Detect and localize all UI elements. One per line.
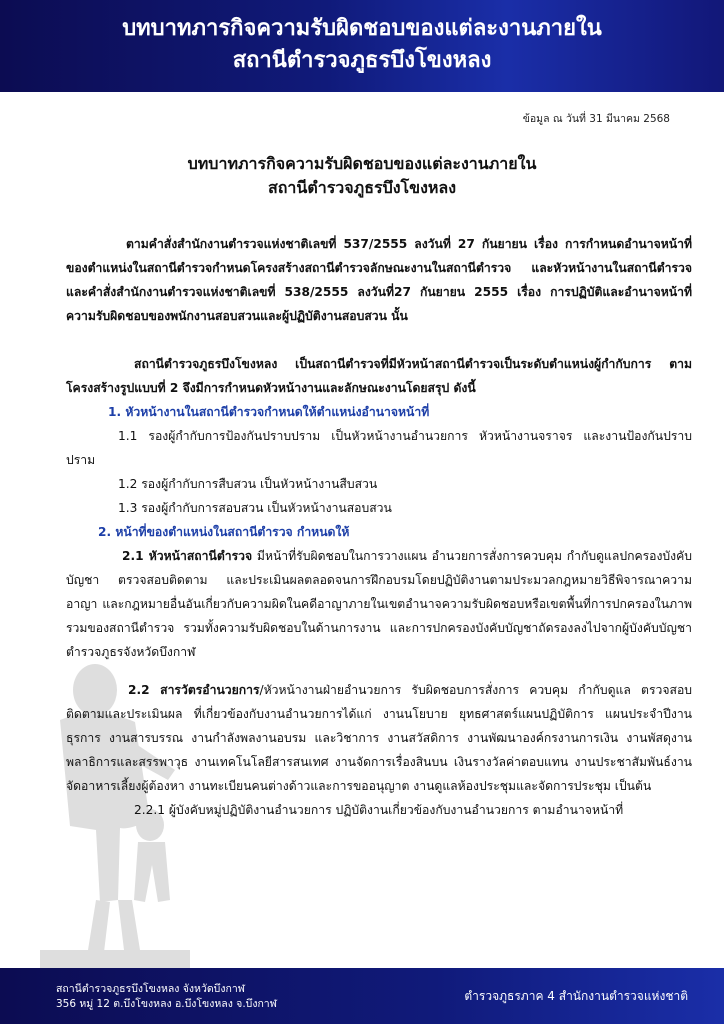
document-title-line1: บทบาทภารกิจความรับผิดชอบของแต่ละงานภายใน — [187, 154, 537, 173]
item-1-2: 1.2 รองผู้กำกับการสืบสวน เป็นหัวหน้างานสืบสวน — [118, 477, 378, 491]
footer-address-line: 356 หมู่ 12 ต.บึงโขงหลง อ.บึงโขงหลง จ.บึงกาฬ — [56, 998, 277, 1010]
heading-2: 2. หน้าที่ของตำแหน่งในสถานีตำรวจ กำหนดให้ — [98, 525, 350, 539]
footer-address — [56, 982, 277, 1012]
header-title-line2: สถานีตำรวจภูธรบึงโขงหลง — [232, 48, 492, 73]
item-2-1 — [66, 544, 692, 664]
header-title-line1: บทบาทภารกิจความรับผิดชอบของแต่ละงานภายใน — [122, 16, 602, 41]
item-2-1-label: 2.1 หัวหน้าสถานีตำรวจ — [122, 549, 253, 563]
document-body — [66, 232, 692, 822]
item-2-1-text: มีหน้าที่รับผิดชอบในการวางแผน อำนวยการสั่งการควบคุม กำกับดูแลปกครองบังคับบัญชา ตรวจสอบติดตาม และประเมินผลตลอดจนการฝึกอบรมโดยปฏิบัติงานตามประมวลกฎหมายวิธีพิจารณาความอาญา และกฎหมายอื่นอันเกี่ยวกับความผิดในคดีอาญาภายในเขตอำนาจความรับผิดชอบหรือเขตพื้นที่การปกครองในภาพรวมของสถานีตำรวจ รวมทั้งความรับผิดชอบในด้านการงาน และการปกครองบังคับบัญชาถัดรองลงไปจากผู้บังคับบัญชาตำรวจภูธรจังหวัดบึงกาฬ — [66, 549, 692, 659]
item-2-2-1: 2.2.1 ผู้บังคับหมู่ปฏิบัติงานอำนวยการ ปฏิบัติงานเกี่ยวข้องกับงานอำนวยการ ตามอำนาจหน้าที่ — [134, 803, 624, 817]
item-2-2 — [66, 678, 692, 798]
document-title-line2: สถานีตำรวจภูธรบึงโขงหลง — [267, 178, 457, 197]
item-1-1: 1.1 รองผู้กำกับการป้องกันปราบปราม เป็นหัวหน้างานอำนวยการ หัวหน้างานจราจร และงานป้องกันปราบปราม — [66, 429, 692, 467]
heading-1: 1. หัวหน้างานในสถานีตำรวจกำหนดให้ตำแหน่งอำนาจหน้าที่ — [108, 405, 430, 419]
item-1-3: 1.3 รองผู้กำกับการสอบสวน เป็นหัวหน้างานสอบสวน — [118, 501, 392, 515]
intro-paragraph: ตามคำสั่งสำนักงานตำรวจแห่งชาติเลขที่ 537/2555 ลงวันที่ 27 กันยายน เรื่อง การกำหนดอำนาจหน้าที่ของตำแหน่งในสถานีตำรวจกำหนดโครงสร้างสถานีตำรวจลักษณะงานในสถานีตำรวจ และหัวหน้างานในสถานีตำรวจ และคำสั่งสำนักงานตำรวจแห่งชาติเลขที่ 538/2555 ลงวันที่27 กันยายน 2555 เรื่อง การปฏิบัติและอำนาจหน้าที่ความรับผิดชอบของพนักงานสอบสวนและผู้ปฏิบัติงานสอบสวน นั้น — [66, 237, 692, 323]
footer-bar — [0, 968, 724, 1024]
item-2-2-label: 2.2 สารวัตรอำนวยการ — [128, 683, 260, 697]
date-note: ข้อมูล ณ วันที่ 31 มีนาคม 2568 — [522, 113, 670, 125]
header-banner — [0, 0, 724, 92]
station-paragraph: สถานีตำรวจภูธรบึงโขงหลง เป็นสถานีตำรวจที่มีหัวหน้าสถานีตำรวจเป็นระดับตำแหน่งผู้กำกับการ ตามโครงสร้างรูปแบบที่ 2 จึงมีการกำหนดหัวหน้างานและลักษณะงานโดยสรุป ดังนี้ — [66, 357, 692, 395]
item-2-2-text: /หัวหน้างานฝ่ายอำนวยการ รับผิดชอบการสั่งการ ควบคุม กำกับดูแล ตรวจสอบติดตามและประเมินผล ที่เกี่ยวข้องกับงานอำนวยการได้แก่ งานนโยบาย ยุทธศาสตร์แผนปฏิบัติการ แผนประจำปีงานธุรการ งานสารบรรณ งานกำลังพลงานอบรม และวิชาการ งานสวัสดิการ งานพัฒนาองค์กรงานการเงิน งานพัสดุงานพลาธิการและสรรพาวุธ งานเทคโนโลยีสารสนเทศ งานจัดการเรื่องสินบน เงินรางวัลค่าตอบแทน งานประชาสัมพันธ์งานจัดอาหารเลี้ยงผู้ต้องหา งานทะเบียนคนต่างด้าวและการขออนุญาต งานดูแลห้องประชุมและจัดการประชุม เป็นต้น — [66, 683, 692, 793]
footer-station-name: สถานีตำรวจภูธรบึงโขงหลง จังหวัดบึงกาฬ — [56, 983, 245, 995]
footer-organization: ตำรวจภูธรภาค 4 สำนักงานตำรวจแห่งชาติ — [464, 989, 688, 1003]
